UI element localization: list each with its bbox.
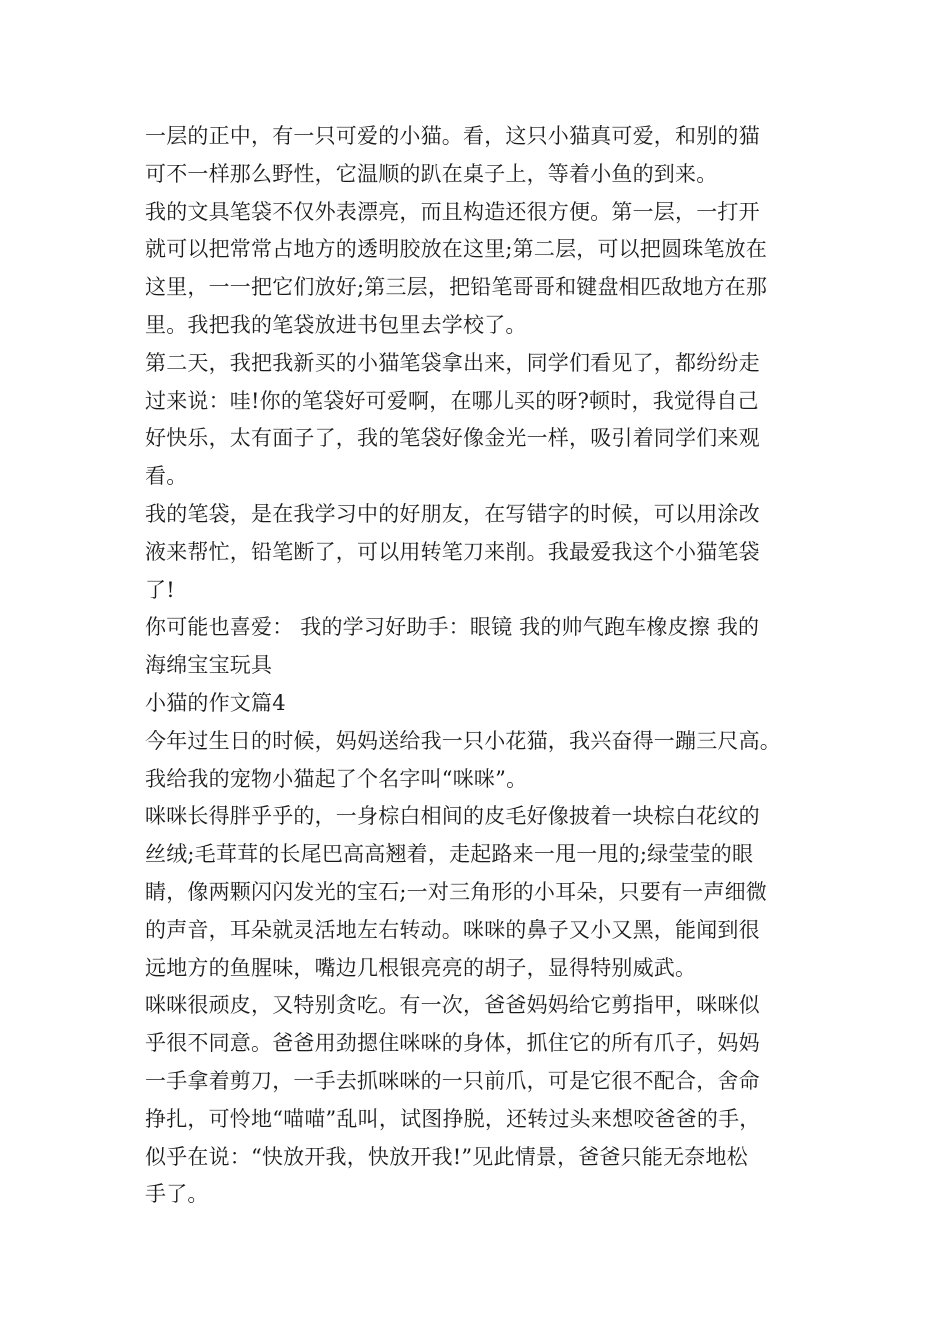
text-line: 就可以把常常占地方的透明胶放在这里;第二层，可以把圆珠笔放在: [145, 237, 768, 262]
text-line: 今年过生日的时候，妈妈送给我一只小花猫，我兴奋得一蹦三尺高。: [145, 728, 781, 753]
text-line: 似乎在说：“快放开我，快放开我!”见此情景，爸爸只能无奈地松: [145, 1144, 748, 1169]
text-line: 咪咪长得胖乎乎的，一身棕白相间的皮毛好像披着一块棕白花纹的: [145, 804, 760, 829]
related-articles-line: 你可能也喜爱： 我的学习好助手：眼镜 我的帅气跑车橡皮擦 我的: [145, 615, 760, 640]
text-line: 我的文具笔袋不仅外表漂亮，而且构造还很方便。第一层，一打开: [145, 199, 760, 224]
text-line: 液来帮忙，铅笔断了，可以用转笔刀来削。我最爱我这个小猫笔袋: [145, 539, 760, 564]
document-body: [145, 118, 825, 1214]
text-line: 一手拿着剪刀，一手去抓咪咪的一只前爪，可是它很不配合，舍命: [145, 1068, 760, 1093]
text-line: 了!: [145, 577, 175, 602]
text-line: 乎很不同意。爸爸用劲摁住咪咪的身体，抓住它的所有爪子，妈妈: [145, 1031, 760, 1056]
text-line: 过来说：哇!你的笔袋好可爱啊，在哪儿买的呀?顿时，我觉得自己: [145, 388, 759, 413]
text-line: 可不一样那么野性，它温顺的趴在桌子上，等着小鱼的到来。: [145, 161, 718, 186]
text-line: 手了。: [145, 1182, 209, 1207]
text-line: 第二天，我把我新买的小猫笔袋拿出来，同学们看见了，都纷纷走: [145, 350, 760, 375]
text-line: 咪咪很顽皮，又特别贪吃。有一次，爸爸妈妈给它剪指甲，咪咪似: [145, 993, 760, 1018]
text-line: 挣扎，可怜地“喵喵”乱叫，试图挣脱，还转过头来想咬爸爸的手，: [145, 1106, 761, 1131]
text-line: 一层的正中，有一只可爱的小猫。看，这只小猫真可爱，和别的猫: [145, 124, 760, 148]
text-line: 我给我的宠物小猫起了个名字叫“咪咪”。: [145, 766, 528, 791]
text-line: 远地方的鱼腥味，嘴边几根银亮亮的胡子，显得特别威武。: [145, 955, 697, 980]
text-line: 这里，一一把它们放好;第三层，把铅笔哥哥和键盘相匹敌地方在那: [145, 275, 768, 300]
text-line: 里。我把我的笔袋放进书包里去学校了。: [145, 312, 527, 337]
text-line: 睛，像两颗闪闪发光的宝石;一对三角形的小耳朵，只要有一声细微: [145, 879, 768, 904]
text-line: 看。: [145, 464, 188, 489]
text-line: 好快乐，太有面子了，我的笔袋好像金光一样，吸引着同学们来观: [145, 426, 760, 451]
section-heading: 小猫的作文篇4: [145, 690, 286, 715]
related-articles-line: 海绵宝宝玩具: [145, 653, 273, 678]
text-line: 丝绒;毛茸茸的长尾巴高高翘着，走起路来一甩一甩的;绿莹莹的眼: [145, 842, 754, 867]
text-line: 的声音，耳朵就灵活地左右转动。咪咪的鼻子又小又黑，能闻到很: [145, 917, 760, 942]
text-line: 我的笔袋，是在我学习中的好朋友，在写错字的时候，可以用涂改: [145, 501, 760, 526]
